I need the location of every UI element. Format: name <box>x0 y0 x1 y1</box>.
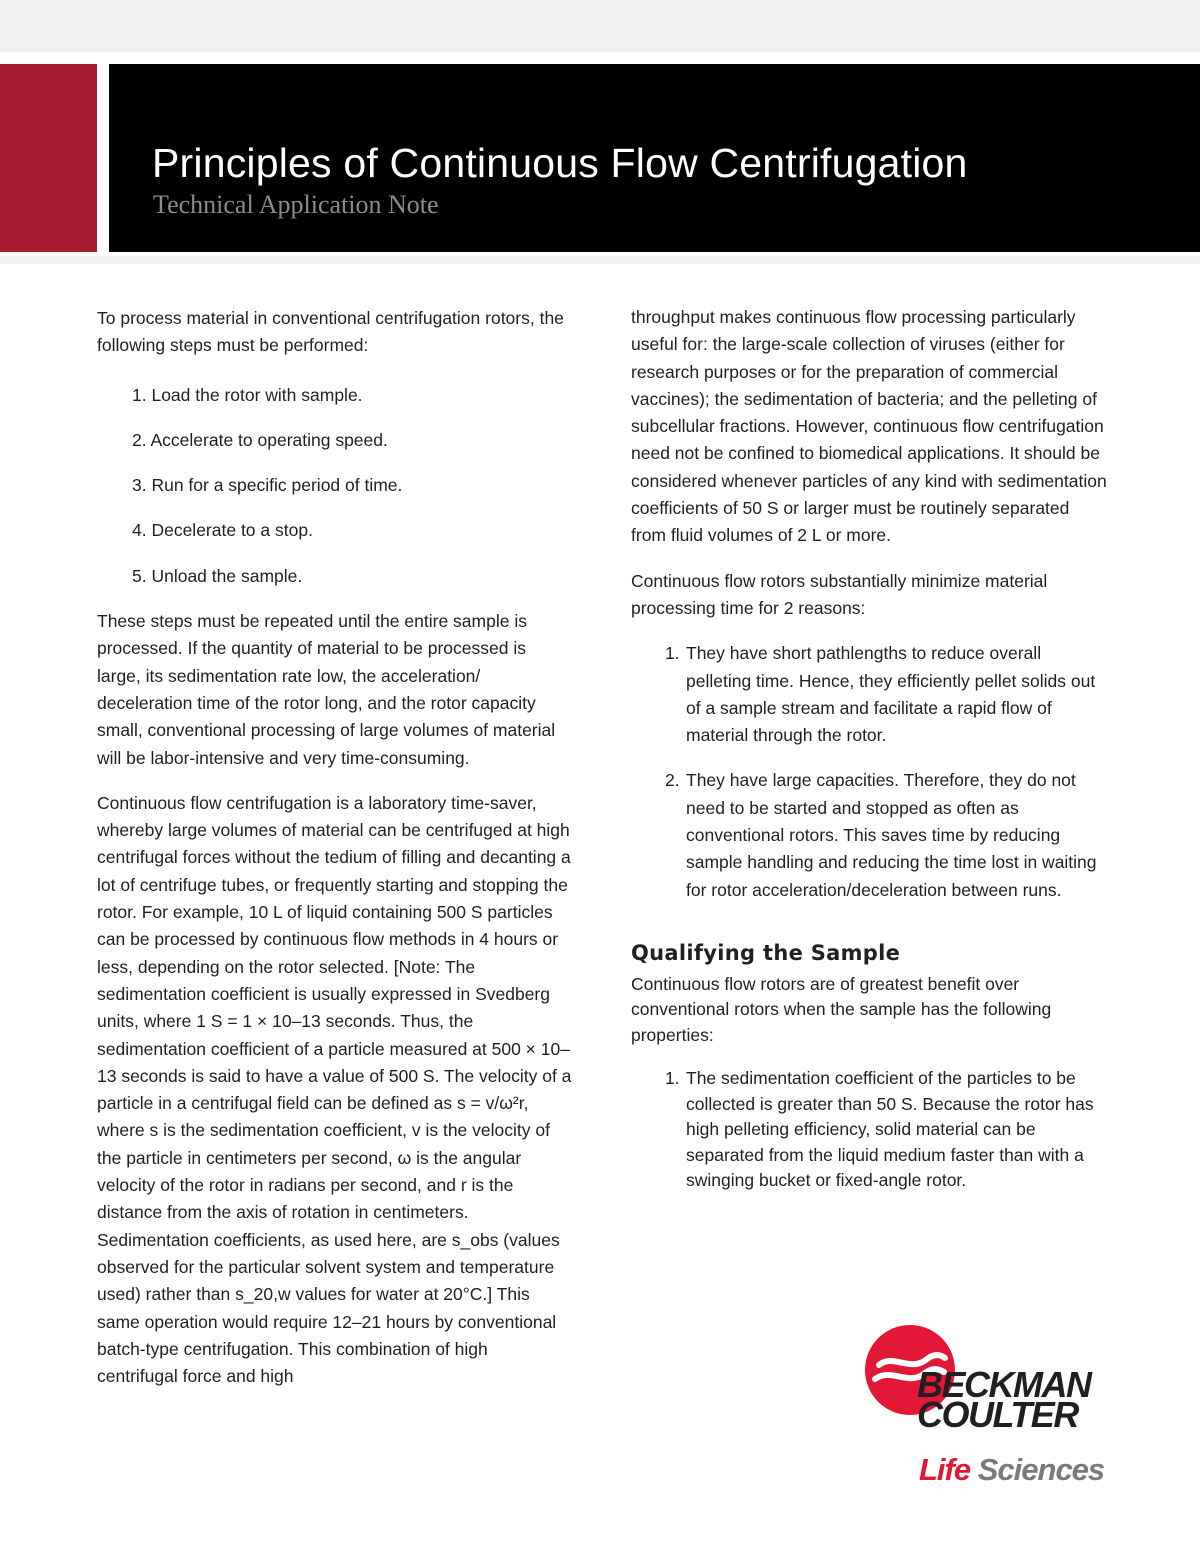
list-item <box>631 640 1109 749</box>
banner-bottom-strip <box>0 256 1200 264</box>
beckman-coulter-logo <box>865 1325 1110 1495</box>
left-column <box>97 305 572 1390</box>
page-subtitle: Technical Application Note <box>153 190 439 219</box>
reasons-list <box>631 640 1109 904</box>
section-heading: Qualifying the Sample <box>631 940 901 965</box>
life-sciences-tagline <box>919 1453 1104 1487</box>
brand-name-line1: BECKMAN <box>917 1364 1091 1405</box>
page-title: Principles of Continuous Flow Centrifugation <box>152 140 968 186</box>
red-accent-bar <box>0 64 97 252</box>
tagline-life: Life <box>919 1452 971 1487</box>
list-item <box>631 767 1109 903</box>
intro-paragraph: To process material in conventional centrifugation rotors, the following steps must be performed: <box>97 308 564 356</box>
list-item-text: They have large capacities. Therefore, they do not need to be started and stopped as often as conventional rotors. This saves time by reducing sample handling and reducing the time lost in waiting for rotor acceleration/deceleration between runs. <box>686 770 1097 900</box>
reasons-paragraph: Continuous flow rotors substantially minimize material processing time for 2 reasons: <box>631 570 1048 618</box>
brand-name-line2: COULTER <box>917 1394 1078 1435</box>
top-margin-strip <box>0 0 1200 52</box>
steps-list <box>97 382 572 590</box>
list-item: 2. Accelerate to operating speed. <box>132 429 388 450</box>
list-item-text: They have short pathlengths to reduce overall pelleting time. Hence, they efficiently pellet solids out of a sample stream and facilitate a rapid flow of material through the rotor. <box>686 643 1096 746</box>
list-number: 1. <box>665 643 680 664</box>
continuous-flow-paragraph: Continuous flow centrifugation is a laboratory time-saver, whereby large volumes of material can be centrifuged at high centrifugal forces without the tedium of filling and decanting a lot of centrifuge tubes, or frequently starting and stopping the rotor. For example, 10 L of liquid containing 500 S particles can be processed by continuous flow methods in 4 hours or less, depending on the rotor selected. [Note: The sedimentation coefficient is usually expressed in Svedberg units, where 1 S = 1 × 10–13 seconds. Thus, the sedimentation coefficient of a particle measured at 500 × 10–13 seconds is said to have a value of 500 S. The velocity of a particle in a centrifugal field can be defined as s = v/ω²r, where s is the sedimentation coefficient, v is the velocity of the particle in centimeters per second, ω is the angular velocity of the rotor in radians per second, and r is the distance from the axis of rotation in centimeters. Sedimentation coefficients, as used here, are s_obs (values observed for the particular solvent system and temperature used) rather than s_20,w values for water at 20°C.] This same operation would require 12–21 hours by conventional batch-type centrifugation. This combination of high centrifugal force and high <box>97 792 572 1387</box>
list-item <box>631 1066 1109 1194</box>
right-column <box>631 304 1109 1194</box>
list-item: 3. Run for a specific period of time. <box>132 475 403 496</box>
qualifying-list <box>631 1066 1109 1194</box>
list-item: 4. Decelerate to a stop. <box>132 520 313 541</box>
throughput-paragraph: throughput makes continuous flow processing particularly useful for: the large-scale collection of viruses (either for research purposes or for the preparation of commercial vaccines); the sedimentation of bacteria; and the pelleting of subcellular fractions. However, continuous flow centrifugation need not be confined to biomedical applications. It should be considered whenever particles of any kind with sedimentation coefficients of 50 S or larger must be routinely separated from fluid volumes of 2 L or more. <box>631 307 1107 546</box>
list-item-text: The sedimentation coefficient of the particles to be collected is greater than 50 S. Because the rotor has high pelleting efficiency, solid material can be separated from the liquid medium faster than with a swinging bucket or fixed-angle rotor. <box>686 1068 1094 1191</box>
qualifying-paragraph: Continuous flow rotors are of greatest benefit over conventional rotors when the sample has the following properties: <box>631 973 1052 1045</box>
list-number: 2. <box>665 770 680 791</box>
list-item: 1. Load the rotor with sample. <box>132 384 363 405</box>
repeat-paragraph: These steps must be repeated until the entire sample is processed. If the quantity of material to be processed is large, its sedimentation rate low, the acceleration/ deceleration time of the rotor long, and the rotor capacity small, conventional processing of large volumes of material will be labor-intensive and very time-consuming. <box>97 611 556 768</box>
list-item: 5. Unload the sample. <box>132 565 303 586</box>
tagline-sciences: Sciences <box>970 1452 1105 1487</box>
list-number: 1. <box>665 1068 680 1089</box>
